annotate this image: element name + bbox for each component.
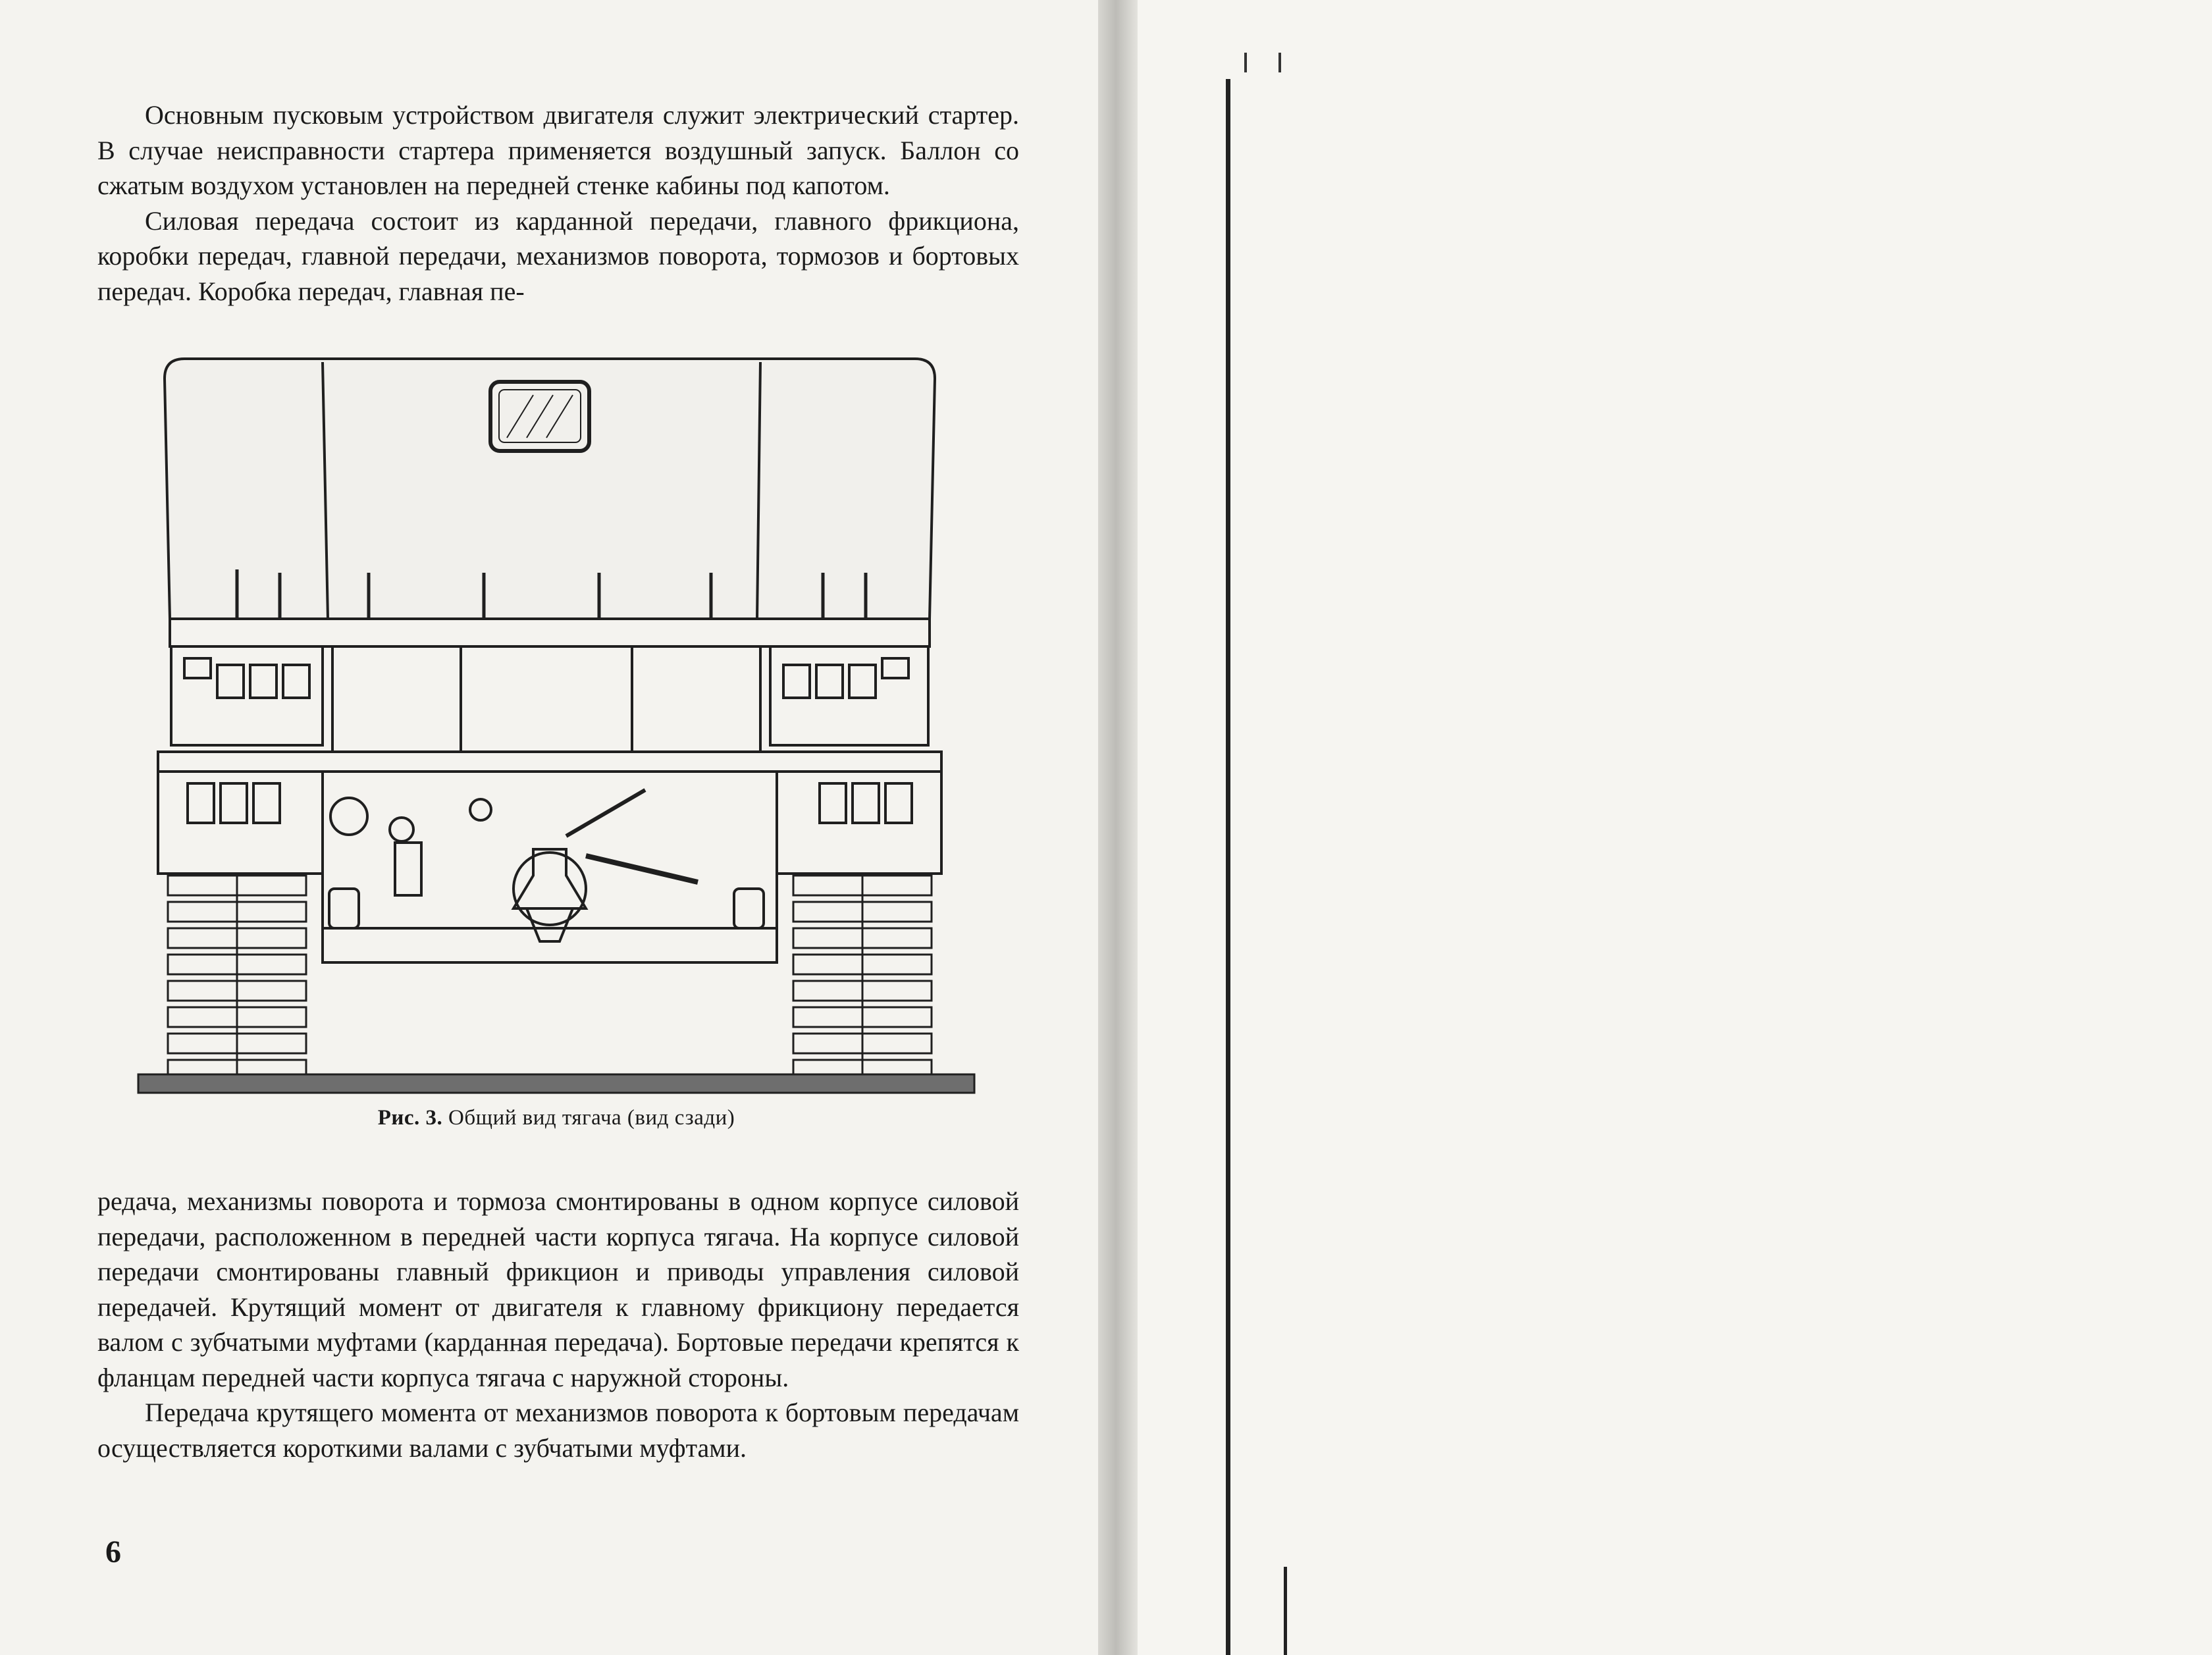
right-page-blank: [1138, 0, 2212, 1655]
paragraph-transmission: Силовая передача состоит из карданной передачи, главного фрикциона, коробки передач, главной передачи, механизмов поворота, тормозов и бортовых передач. Коробка передач, главная пе-: [97, 205, 1019, 306]
tow-hook: [514, 849, 586, 908]
figure-caption-label: Рис. 3.: [377, 1106, 443, 1130]
page-edge-shadow: [1226, 79, 1230, 1655]
edge-marks: [1244, 53, 1290, 79]
rear-hull-plate: [158, 752, 941, 772]
bottom-text-block: [97, 1184, 1019, 1465]
body-upper-band: [170, 619, 930, 646]
paragraph-torque-transfer: Передача крутящего момента от механизмов поворота к бортовым передачам осуществляется короткими валами с зубчатыми муфтами.: [97, 1398, 1019, 1463]
tailgate: [332, 646, 760, 752]
paragraph-gearbox-housing: редача, механизмы поворота и тормоза смонтированы в одном корпусе силовой передачи, расположенном в передней части корпуса тягача. На корпусе силовой передачи смонтированы главный фрикцион и приводы управления силовой передачей. Крутящий момент от двигателя к главному фрикциону передается валом с зубчатыми муфтами (карданная передача). Бортовые передачи крепятся к фланцам передней части корпуса тягача с наружной стороны.: [97, 1186, 1019, 1392]
left-track: [168, 876, 306, 1074]
book-gutter: [1098, 0, 1138, 1655]
right-tail-lamp: [734, 889, 764, 928]
left-page: [0, 0, 1098, 1655]
paragraph-starter: Основным пусковым устройством двигателя служит электрический стартер. В случае неисправности стартера применяется воздушный запуск. Баллон со сжатым воздухом установлен на передней стенке кабины под капотом.: [97, 100, 1019, 200]
left-storage-box: [171, 646, 323, 745]
figure-caption: [132, 1106, 981, 1130]
towing-panel: [323, 772, 777, 962]
figure-caption-text: Общий вид тягача (вид сзади): [448, 1106, 735, 1130]
tractor-rear-drawing: [132, 329, 981, 1106]
page-edge-shadow-lower: [1284, 1567, 1287, 1655]
top-text-block: [97, 97, 1019, 309]
page-number: 6: [105, 1535, 121, 1569]
left-tail-lamp: [329, 889, 359, 928]
ground-hatching: [138, 1074, 974, 1093]
right-track: [793, 876, 932, 1074]
figure-tractor-rear-view: [132, 329, 981, 1106]
